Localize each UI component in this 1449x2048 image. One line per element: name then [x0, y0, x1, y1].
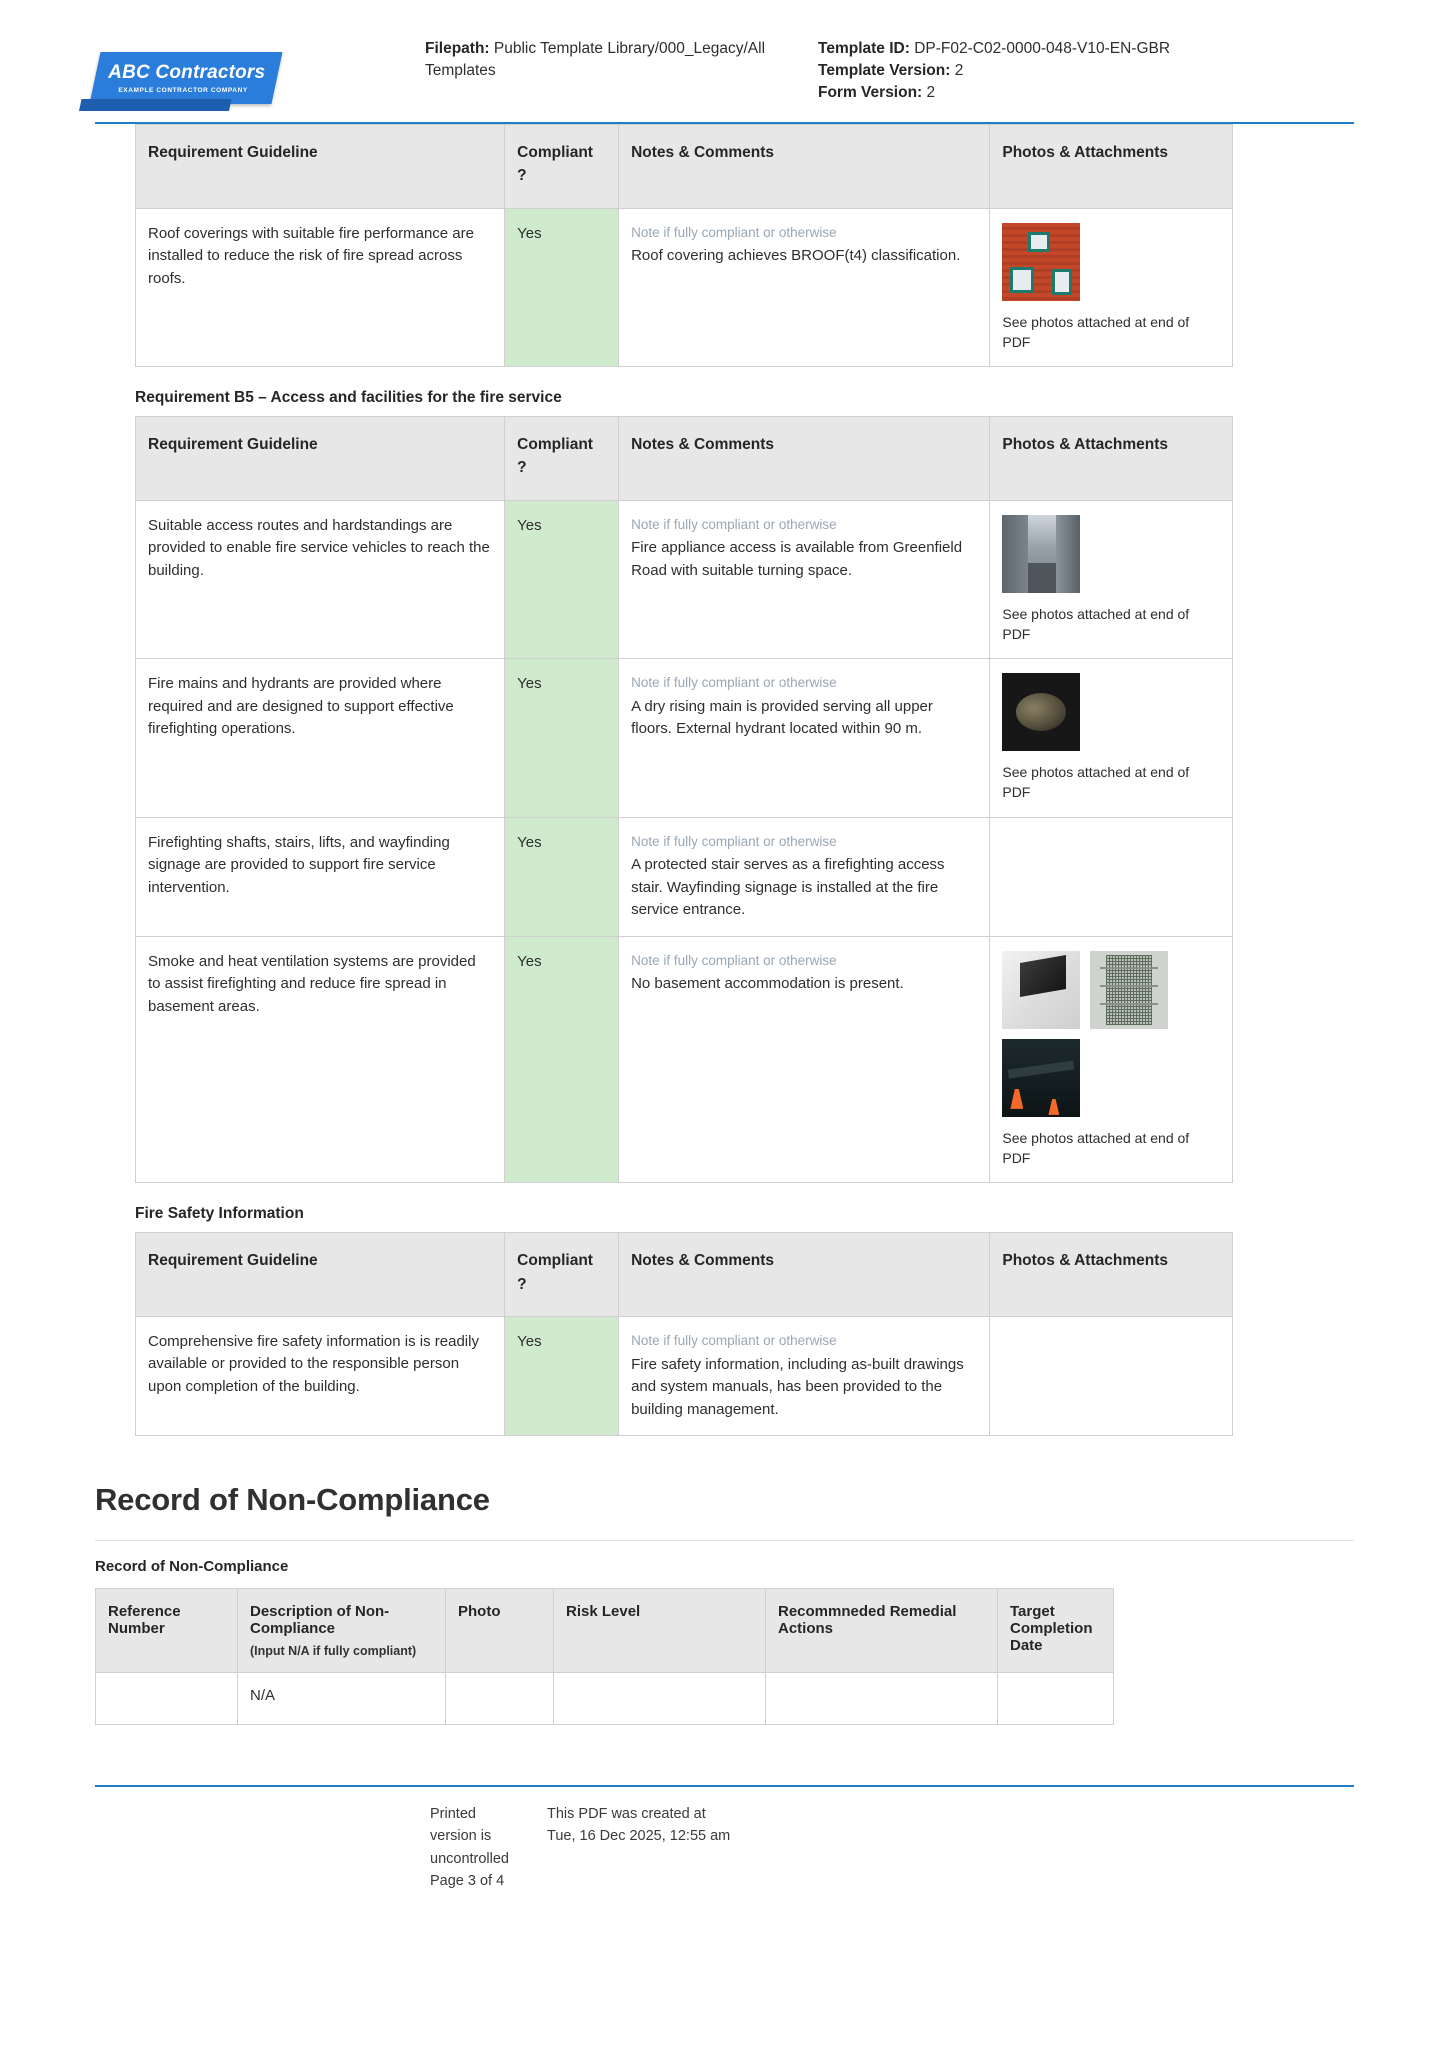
photo-thumbnails — [1002, 673, 1220, 751]
cell-photos-attachments[interactable] — [990, 659, 1233, 818]
photo-thumbnails — [1002, 223, 1220, 301]
table-header-row — [136, 417, 1233, 501]
photo-caption: See photos attached at end of PDF — [1002, 313, 1190, 350]
hydrant-pipe-photo[interactable] — [1002, 673, 1080, 751]
column-target-completion-date: Target Completion Date — [998, 1589, 1114, 1673]
table-row — [136, 659, 1233, 818]
cell-photos-attachments[interactable] — [990, 208, 1233, 367]
table-row — [136, 208, 1233, 367]
column-photos-attachments: Photos & Attachments — [990, 125, 1233, 209]
form-version-value: 2 — [926, 84, 936, 101]
cell-photos-attachments[interactable] — [990, 936, 1233, 1183]
plant-room-photo[interactable] — [1002, 1039, 1080, 1117]
note-text: Fire appliance access is available from Greenfield Road with suitable turning space. — [631, 539, 963, 579]
page-footer — [0, 1787, 1449, 1893]
grille-photo[interactable] — [1090, 951, 1168, 1029]
column-description-label: Description of Non-Compliance — [250, 1603, 390, 1637]
cell-requirement-guideline: Comprehensive fire safety information is is readily available or provided to the responsible person upon completion of the building. — [136, 1316, 505, 1435]
column-notes-comments: Notes & Comments — [619, 417, 990, 501]
cell-reference-number[interactable] — [96, 1673, 238, 1725]
cell-requirement-guideline: Suitable access routes and hardstandings are provided to enable fire service vehicles to reach the building. — [136, 500, 505, 659]
cell-photo[interactable] — [446, 1673, 554, 1725]
cell-compliant[interactable]: Yes — [505, 936, 619, 1183]
table-header-row — [136, 1233, 1233, 1317]
cell-requirement-guideline: Fire mains and hydrants are provided where required and are designed to support effective firefighting operations. — [136, 659, 505, 818]
table-row — [136, 817, 1233, 936]
requirement-table — [135, 124, 1233, 367]
note-hint: Note if fully compliant or otherwise — [631, 833, 837, 849]
cell-compliant[interactable]: Yes — [505, 659, 619, 818]
template-id-value: DP-F02-C02-0000-048-V10-EN-GBR — [914, 40, 1171, 57]
column-photos-attachments: Photos & Attachments — [990, 417, 1233, 501]
template-version-value: 2 — [954, 62, 964, 79]
filepath-label: Filepath: — [425, 40, 490, 57]
column-requirement-guideline: Requirement Guideline — [136, 417, 505, 501]
cell-compliant[interactable]: Yes — [505, 1316, 619, 1435]
logo-company-name: ABC Contractors — [108, 61, 266, 83]
note-text: Fire safety information, including as-built drawings and system manuals, has been provided to the building management. — [631, 1355, 964, 1418]
cell-target-completion-date[interactable] — [998, 1673, 1114, 1725]
note-hint: Note if fully compliant or otherwise — [631, 675, 837, 691]
non-compliance-table — [95, 1588, 1114, 1725]
table-row — [136, 936, 1233, 1183]
photo-thumbnails — [1002, 515, 1220, 593]
company-logo — [95, 30, 425, 104]
column-recommended-actions: Recommneded Remedial Actions — [766, 1589, 998, 1673]
page-title: Record of Non-Compliance — [95, 1482, 490, 1517]
form-version-label: Form Version: — [818, 84, 923, 101]
note-hint: Note if fully compliant or otherwise — [631, 952, 837, 968]
note-text: No basement accommodation is present. — [631, 975, 904, 993]
duct-photo[interactable] — [1002, 951, 1080, 1029]
note-hint: Note if fully compliant or otherwise — [631, 516, 837, 532]
table-row — [136, 500, 1233, 659]
column-requirement-guideline: Requirement Guideline — [136, 1233, 505, 1317]
note-text: A protected stair serves as a firefighting access stair. Wayfinding signage is installed at the fire service entrance. — [631, 856, 945, 919]
cell-photos-attachments[interactable] — [990, 500, 1233, 659]
column-notes-comments: Notes & Comments — [619, 125, 990, 209]
note-text: Roof covering achieves BROOF(t4) classification. — [631, 247, 961, 265]
document-content — [0, 124, 1449, 1725]
cell-description[interactable]: N/A — [238, 1673, 446, 1725]
table-header-row — [96, 1589, 1114, 1673]
page-header — [0, 0, 1449, 104]
footer-print-notice: Printed version is uncontrolled — [430, 1806, 509, 1867]
header-template-meta — [770, 30, 1170, 104]
cell-requirement-guideline: Firefighting shafts, stairs, lifts, and wayfinding signage are provided to support fire service intervention. — [136, 817, 505, 936]
cell-requirement-guideline: Smoke and heat ventilation systems are provided to assist firefighting and reduce fire spread in basement areas. — [136, 936, 505, 1183]
footer-right — [525, 1803, 730, 1893]
cell-photos-attachments[interactable] — [990, 1316, 1233, 1435]
template-version-row — [818, 60, 1170, 82]
footer-created-label: This PDF was created at — [547, 1806, 706, 1822]
column-description-hint: (Input N/A if fully compliant) — [250, 1644, 417, 1658]
column-reference-number: Reference Number — [96, 1589, 238, 1673]
filepath-value: Public Template Library/000_Legacy/All Templates — [425, 40, 766, 79]
cell-risk-level[interactable] — [554, 1673, 766, 1725]
template-id-row — [818, 38, 1170, 60]
photo-caption: See photos attached at end of PDF — [1002, 1129, 1190, 1167]
template-id-label: Template ID: — [818, 40, 910, 57]
requirement-table — [135, 416, 1233, 1183]
title-divider — [95, 1540, 1354, 1541]
note-text: A dry rising main is provided serving all upper floors. External hydrant located within 90 m. — [631, 697, 933, 738]
photo-caption: See photos attached at end of PDF — [1002, 605, 1190, 642]
column-description — [238, 1589, 446, 1673]
cell-photos-attachments[interactable] — [990, 817, 1233, 936]
cell-compliant[interactable]: Yes — [505, 817, 619, 936]
cell-compliant[interactable]: Yes — [505, 208, 619, 367]
footer-created-timestamp: Tue, 16 Dec 2025, 12:55 am — [547, 1828, 731, 1845]
cell-notes-comments[interactable] — [619, 500, 990, 659]
form-version-row — [818, 82, 1170, 104]
column-notes-comments: Notes & Comments — [619, 1233, 990, 1317]
table-header-row — [136, 125, 1233, 209]
cell-notes-comments[interactable] — [619, 208, 990, 367]
note-hint: Note if fully compliant or otherwise — [631, 224, 837, 240]
non-compliance-subtitle: Record of Non-Compliance — [95, 1558, 289, 1575]
cell-recommended-actions[interactable] — [766, 1673, 998, 1725]
roof-tiles-photo[interactable] — [1002, 223, 1080, 301]
template-version-label: Template Version: — [818, 62, 951, 79]
photo-caption: See photos attached at end of PDF — [1002, 764, 1190, 801]
cell-compliant[interactable]: Yes — [505, 500, 619, 659]
logo-tagline: EXAMPLE CONTRACTOR COMPANY — [118, 86, 249, 94]
table-row — [136, 1316, 1233, 1435]
logo-badge — [89, 52, 282, 104]
street-access-photo[interactable] — [1002, 515, 1080, 593]
table-row — [96, 1673, 1114, 1725]
column-photo: Photo — [446, 1589, 554, 1673]
column-photos-attachments: Photos & Attachments — [990, 1233, 1233, 1317]
column-compliant: Compliant ? — [505, 1233, 619, 1317]
note-hint: Note if fully compliant or otherwise — [631, 1332, 837, 1348]
cell-requirement-guideline: Roof coverings with suitable fire performance are installed to reduce the risk of fire spread across roofs. — [136, 208, 505, 367]
section-heading: Fire Safety Information — [135, 1205, 304, 1223]
cell-notes-comments[interactable] — [619, 936, 990, 1183]
column-compliant: Compliant ? — [505, 125, 619, 209]
requirement-tables — [95, 124, 1354, 1436]
header-filepath — [425, 30, 770, 82]
footer-left — [95, 1803, 525, 1893]
cell-notes-comments[interactable] — [619, 817, 990, 936]
section-heading: Requirement B5 – Access and facilities for the fire service — [135, 389, 562, 407]
requirement-table — [135, 1232, 1233, 1436]
photo-thumbnails — [1002, 951, 1220, 1117]
footer-page-number: Page 3 of 4 — [430, 1873, 505, 1890]
cell-notes-comments[interactable] — [619, 1316, 990, 1435]
column-requirement-guideline: Requirement Guideline — [136, 125, 505, 209]
column-risk-level: Risk Level — [554, 1589, 766, 1673]
cell-notes-comments[interactable] — [619, 659, 990, 818]
column-compliant: Compliant ? — [505, 417, 619, 501]
